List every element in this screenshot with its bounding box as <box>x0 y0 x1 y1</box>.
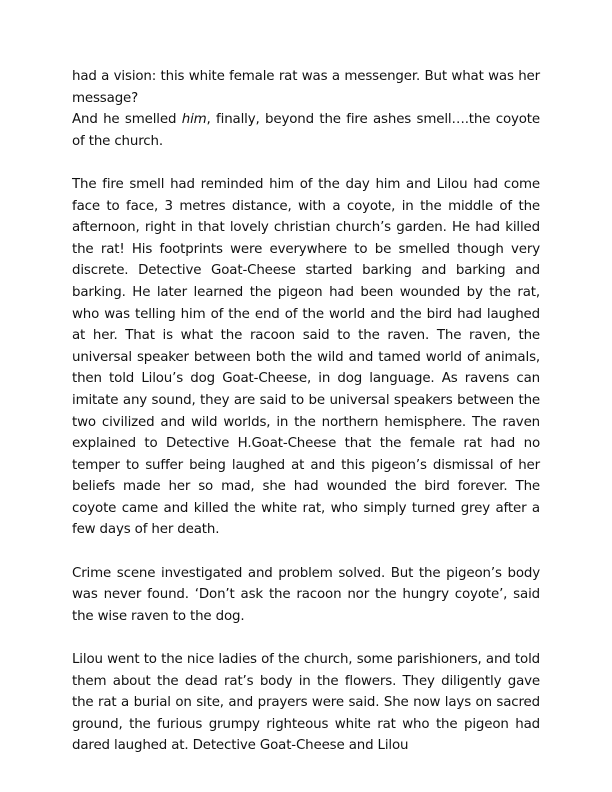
paragraph-smelled <box>72 109 540 152</box>
paragraph-vision-text: had a vision: this white female rat was a messenger. But what was her message? <box>72 69 540 106</box>
paragraph-spacer <box>72 541 540 563</box>
paragraph-vision <box>72 66 540 109</box>
paragraph-spacer <box>72 627 540 649</box>
smelled-text-end: , finally, beyond the fire ashes smell….the coyote of the church. <box>72 112 540 149</box>
paragraph-church-ladies: Lilou went to the nice ladies of the church, some parishioners, and told them about the dead rat’s body in the flowers. They diligently gave the rat a burial on site, and prayers were said. She now lays on sacred ground, the furious grumpy righteous white rat who the pigeon had dared laughed at. Detective Goat-Cheese and Lilou <box>72 652 540 754</box>
smelled-text-start: And he smelled <box>72 112 182 128</box>
paragraph-fire-smell: The fire smell had reminded him of the day him and Lilou had come face to face, 3 metres distance, with a coyote, in the middle of the afternoon, right in that lovely christian church’s garden. He had killed the rat! His footprints were everywhere to be smelled though very discrete. Detective Goat-Cheese started barking and barking and barking. He later learned the pigeon had been wounded by the rat, who was telling him of the end of the world and the bird had laughed at her. That is what the racoon said to the raven. The raven, the universal speaker between both the wild and tamed world of animals, then told Lilou’s dog Goat-Cheese, in dog language. As ravens can imitate any sound, they are said to be universal speakers between the two civilized and wild worlds, in the northern hemisphere. The raven explained to Detective H.Goat-Cheese that the female rat had no temper to suffer being laughed at and this pigeon’s dismissal of her beliefs made her so mad, she had wounded the bird forever. The coyote came and killed the white rat, who simply turned grey after a few days of her death. <box>72 176 540 538</box>
paragraph-spacer <box>72 152 540 174</box>
paragraph-crime-scene: Crime scene investigated and problem solved. But the pigeon’s body was never found. ‘Don’t ask the racoon nor the hungry coyote’, said the wise raven to the dog. <box>72 565 540 624</box>
document-page <box>72 66 540 757</box>
smelled-italic-word: him <box>181 112 207 128</box>
